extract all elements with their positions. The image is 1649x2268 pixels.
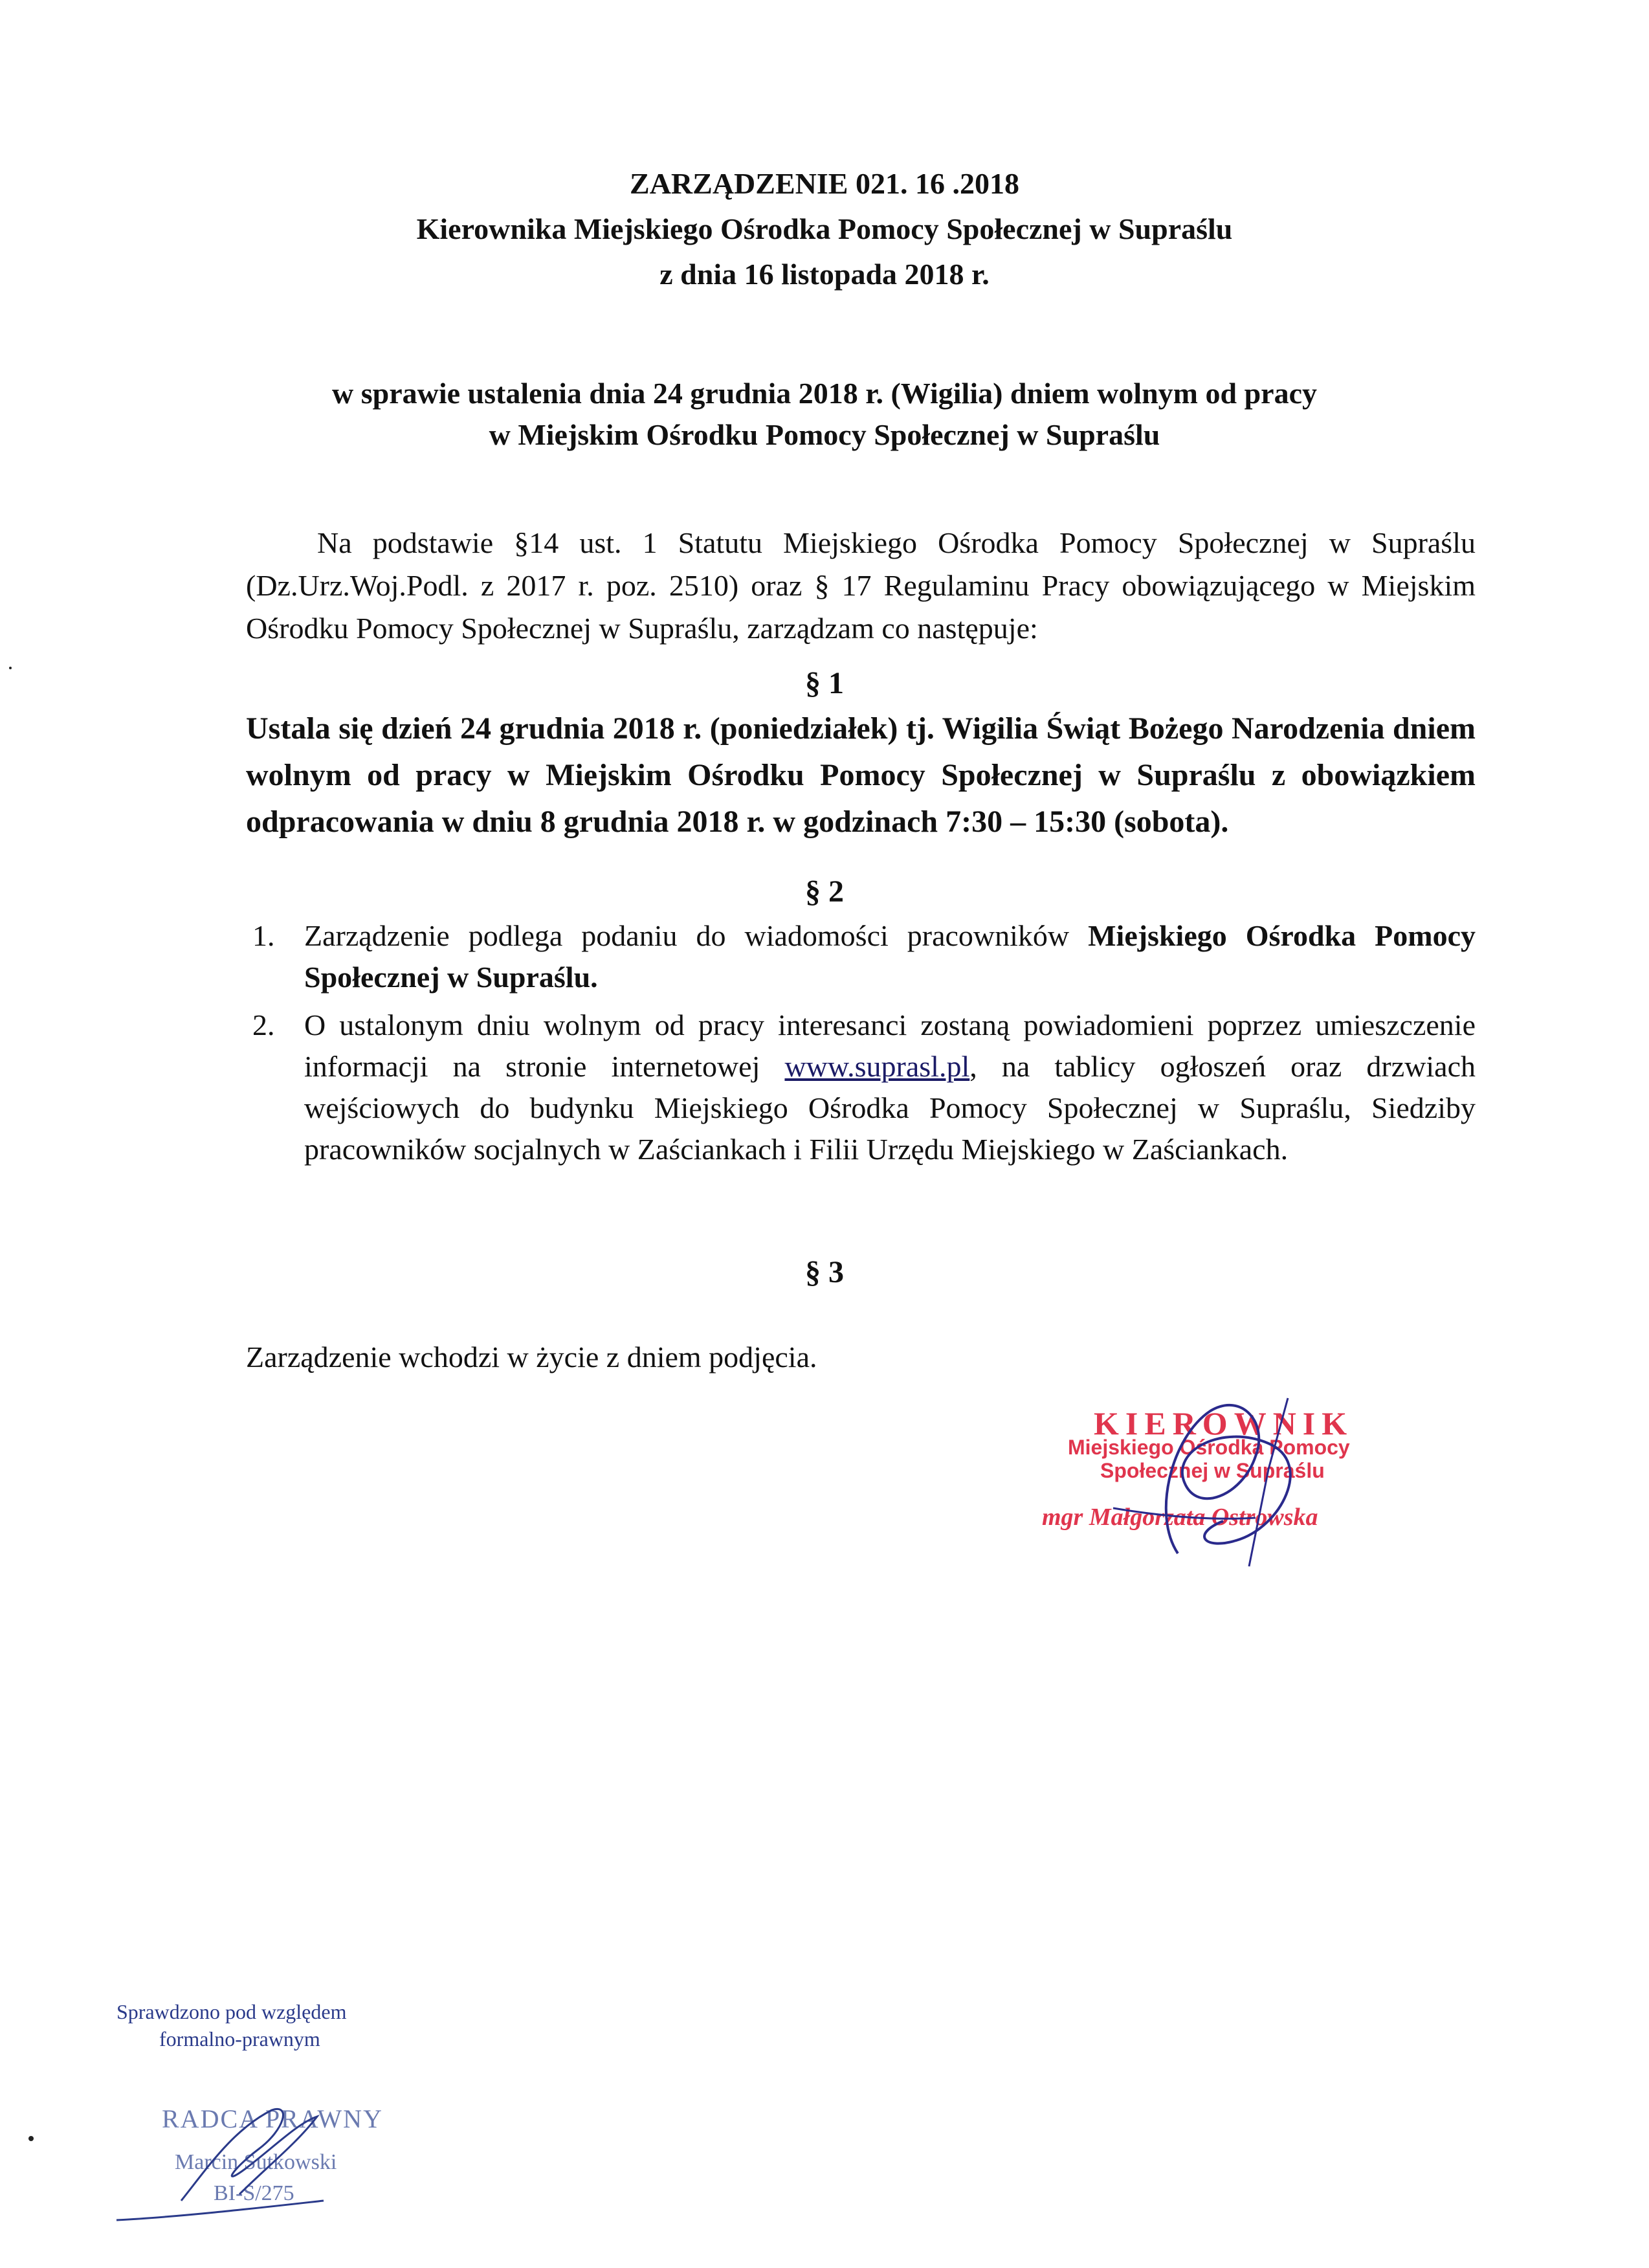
- section-1-mark: § 1: [805, 666, 844, 700]
- legal-stamp-number: BI-S/275: [214, 2181, 294, 2205]
- list-item-text: O ustalonym dniu wolnym od pracy interesanci zostaną powiadomieni poprzez umieszczenie informacji na stronie internetowej: [304, 1008, 1476, 1083]
- stamp-line-2: Społecznej w Supraślu: [1100, 1459, 1325, 1482]
- scan-speck: [9, 667, 12, 669]
- subject-line-1: w sprawie ustalenia dnia 24 grudnia 2018 r. (Wigilia) dniem wolnym od pracy: [332, 377, 1317, 410]
- document-issuer: Kierownika Miejskiego Ośrodka Pomocy Społecznej w Supraślu: [416, 212, 1233, 245]
- stamp-title: KIEROWNIK: [1094, 1405, 1354, 1441]
- section-2-list: [246, 915, 1476, 1177]
- list-item-text: Zarządzenie podlega podaniu do wiadomości pracowników: [304, 919, 1089, 952]
- legal-stamp-name: Marcin Sutkowski: [175, 2150, 337, 2174]
- list-item-bold-text: Miejskiego Ośrodka Pomocy Społecznej w Supraślu.: [304, 919, 1476, 994]
- list-item: [246, 1005, 1476, 1170]
- document-title: ZARZĄDZENIE 021. 16 .2018: [630, 167, 1019, 200]
- subject-line-2: w Miejskim Ośrodku Pomocy Społecznej w Supraślu: [489, 418, 1160, 451]
- legal-stamp-line-1: Sprawdzono pod względem: [116, 2000, 347, 2023]
- list-item-text-continued: , na tablicy ogłoszeń oraz drzwiach wejściowych do budynku Miejskiego Ośrodka Pomocy Społecznej w Supraślu, Siedziby pracowników socjalnych w Zaściankach i Filii Urzędu Miejskiego w Zaściankach.: [304, 1050, 1476, 1166]
- list-item-number: 2.: [252, 1008, 275, 1041]
- section-3-mark: § 3: [805, 1255, 844, 1289]
- section-1-text: Ustala się dzień 24 grudnia 2018 r. (poniedziałek) tj. Wigilia Świąt Bożego Narodzenia dniem wolnym od pracy w Miejskim Ośrodku Pomocy Społecznej w Supraślu z obowiązkiem odpracowania w dniu 8 grudnia 2018 r. w godzinach 7:30 – 15:30 (sobota).: [246, 711, 1476, 839]
- official-stamp: [1023, 1405, 1424, 1560]
- list-item: [246, 915, 1476, 998]
- legal-stamp-line-2: formalno-prawnym: [159, 2027, 320, 2051]
- document-date: z dnia 16 listopada 2018 r.: [659, 258, 990, 291]
- stamp-name: mgr Małgorzata Ostrowska: [1042, 1504, 1318, 1531]
- stamp-line-1: Miejskiego Ośrodka Pomocy: [1068, 1436, 1350, 1459]
- legal-stamp-radca: RADCA PRAWNY: [162, 2104, 383, 2133]
- list-item-number: 1.: [252, 919, 275, 952]
- preamble-paragraph: Na podstawie §14 ust. 1 Statutu Miejskiego Ośrodka Pomocy Społecznej w Supraślu (Dz.Urz.Woj.Podl. z 2017 r. poz. 2510) oraz § 17 Regulaminu Pracy obowiązującego w Miejskim Ośrodku Pomocy Społecznej w Supraślu, zarządzam co następuje:: [246, 526, 1476, 645]
- section-3-text: Zarządzenie wchodzi w życie z dniem podjęcia.: [246, 1340, 817, 1373]
- website-link[interactable]: www.suprasl.pl: [784, 1050, 970, 1083]
- section-2-mark: § 2: [805, 874, 844, 909]
- scan-speck: [28, 2136, 34, 2141]
